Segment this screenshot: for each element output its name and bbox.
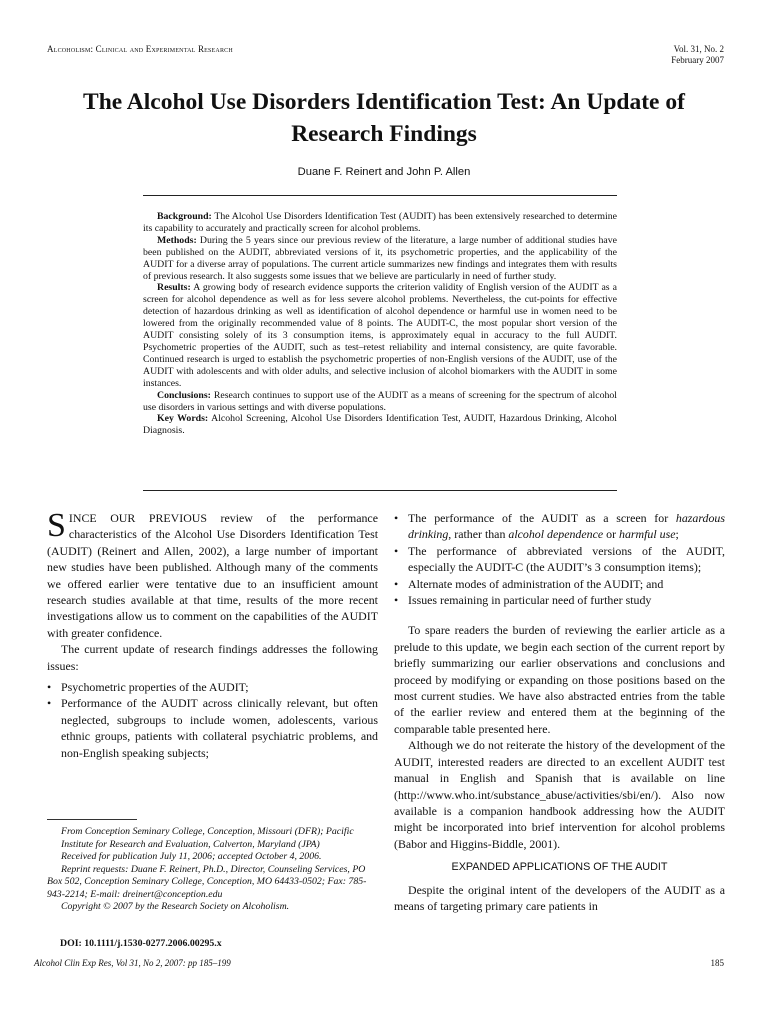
bullet-emphasis: alcohol dependence [508, 527, 604, 542]
issues-intro: The current update of research findings addresses the following issues: [47, 642, 378, 673]
bullet-text: , rather than [448, 527, 509, 542]
abstract [143, 211, 617, 437]
page-number: 185 [710, 958, 724, 968]
conclusions-text: Research continues to support use of the AUDIT as a means of screening for the spectrum of alcohol use disorders in various settings and with diverse populations. [143, 389, 617, 413]
list-item: • Performance of the AUDIT across clinically relevant, but often neglected, subgroups to include women, adolescents, various ethnic groups, patients with collateral psychiatric problems, and non-English speaking subjects; [47, 695, 378, 761]
issue-date: February 2007 [671, 55, 724, 65]
bullet-text: ; [675, 527, 679, 542]
issues-list-continued [394, 510, 725, 608]
footnote-rule [47, 819, 137, 820]
background-label: Background: [157, 211, 212, 222]
keywords-text: Alcohol Screening, Alcohol Use Disorders Identification Test, AUDIT, Hazardous Drinking, Alcohol Diagnosis. [143, 413, 617, 437]
right-column [394, 510, 725, 914]
bullet-text: The performance of the AUDIT as a screen for [408, 511, 676, 525]
bullet-emphasis: harmful use [619, 527, 676, 542]
copyright-note: Copyright © 2007 by the Research Society on Alcoholism. [61, 901, 290, 912]
volume-info [671, 44, 724, 66]
doi: DOI: 10.1111/j.1530-0277.2006.00295.x [60, 938, 222, 949]
volume-number: Vol. 31, No. 2 [673, 44, 724, 54]
paragraph: Although we do not reiterate the history of the development of the AUDIT, interested readers are directed to an excellent AUDIT test manual in English and Spanish that is available on line (http://www.who.int/substance_abuse/activities/sbi/en/). Also now available is a companion handbook addressing how the AUDIT might be incorporated into brief intervention for alcohol problems (Babor and Higgins-Biddle, 2001). [394, 738, 725, 851]
methods-text: During the 5 years since our previous review of the literature, a large number of additional studies have been published on the AUDIT, abbreviated versions of it, its psychometric properties, and the applicability of the AUDIT for a diverse array of populations. The current article summarizes new findings and integrates them with results of previous research. It also suggests some issues that we believe are particularly in need of further study. [143, 234, 617, 282]
abstract-conclusions [143, 390, 617, 414]
intro-text: review of the performance characteristics of the Alcohol Use Disorders Identification Test (AUDIT) (Reinert and Allen, 2002), a large number of important new studies have been published. Although many of the comments we offered earlier were tentative due to an insufficient amount research studies available at that time, results of the more recent investigations allow us to comment on the capabilities of the AUDIT with greater confidence. [47, 511, 378, 640]
results-label: Results: [157, 282, 191, 294]
left-column [47, 507, 378, 766]
abstract-top-rule [143, 195, 617, 196]
footer-citation: Alcohol Clin Exp Res, Vol 31, No 2, 2007: pp 185–199 [34, 958, 231, 968]
bullet-text: or [603, 527, 620, 542]
results-text: A growing body of research evidence supports the criterion validity of English version of the AUDIT as a screen for alcohol dependence as well as for less severe alcohol problems. Nevertheless, the cut-points for effective detection of hazardous drinking as well as identification of alcohol dependence or harmful use in women need to be lowered from the originally recommended value of 8 points. The AUDIT-C, the most popular short version of the AUDIT consisting solely of its 3 consumption items, is approximately equal in accuracy to the full AUDIT. Psychometric properties of the AUDIT, such as test–retest reliability and internal consistency, are quite favorable. Continued research is urged to establish the psychometric properties of non-English versions of the AUDIT, use of the AUDIT with adolescents and with older adults, and selective inclusion of alcohol biomarkers with the AUDIT in some instances. [143, 282, 617, 389]
paragraph: Despite the original intent of the developers of the AUDIT as a means of targeting primary care patients in [394, 882, 725, 913]
conclusions-label: Conclusions: [157, 389, 211, 401]
abstract-background [143, 211, 617, 235]
footnotes [47, 826, 378, 914]
received-note: Received for publication July 11, 2006; accepted October 4, 2006. [61, 851, 322, 862]
affiliation-note: From Conception Seminary College, Conception, Missouri (DFR); Pacific Institute for Research and Evaluation, Calverton, Maryland (JPA) [61, 826, 354, 850]
paragraph: To spare readers the burden of reviewing the earlier article as a prelude to this update, we begin each section of the current report by briefly summarizing our earlier observations and conclusions and proceed by modifying or expanding on those positions based on the most current studies. We have also abstracted entries from the table of the earlier review and entered them at the beginning of the comparable table presented here. [394, 623, 725, 736]
list-item [394, 510, 725, 543]
abstract-results [143, 282, 617, 389]
background-text: The Alcohol Use Disorders Identification Test (AUDIT) has been extensively researched to determine its capability to accurately and practically screen for alcohol problems. [143, 211, 617, 234]
keywords-label: Key Words: [157, 413, 209, 425]
reprint-note: Reprint requests: Duane F. Reinert, Ph.D., Director, Counseling Services, PO Box 502, Conception Seminary College, Conception, MO 64433-0502; Fax: 785-943-2214; E-mail: dreinert@conception.edu [47, 863, 367, 900]
article-title: The Alcohol Use Disorders Identification Test: An Update of Research Findings [83, 89, 685, 147]
methods-label: Methods: [157, 234, 197, 246]
list-item: • Issues remaining in particular need of further study [394, 592, 725, 608]
bullet-emphasis: hazardous drinking [408, 511, 725, 542]
drop-cap: S [47, 507, 66, 544]
lead-caps: INCE OUR PREVIOUS [68, 511, 207, 525]
issues-list [47, 679, 378, 761]
list-item: • Alternate modes of administration of the AUDIT; and [394, 576, 725, 592]
intro-paragraph [47, 507, 378, 641]
abstract-methods [143, 235, 617, 283]
journal-name: Alcoholism: Clinical and Experimental Research [47, 44, 233, 54]
abstract-bottom-rule [143, 490, 617, 491]
abstract-keywords [143, 413, 617, 437]
authors: Duane F. Reinert and John P. Allen [297, 166, 471, 178]
section-heading: EXPANDED APPLICATIONS OF THE AUDIT [451, 861, 668, 874]
list-item: • Psychometric properties of the AUDIT; [47, 679, 378, 695]
list-item: • The performance of abbreviated versions of the AUDIT, especially the AUDIT-C (the AUDIT’s 3 consumption items); [394, 543, 725, 576]
